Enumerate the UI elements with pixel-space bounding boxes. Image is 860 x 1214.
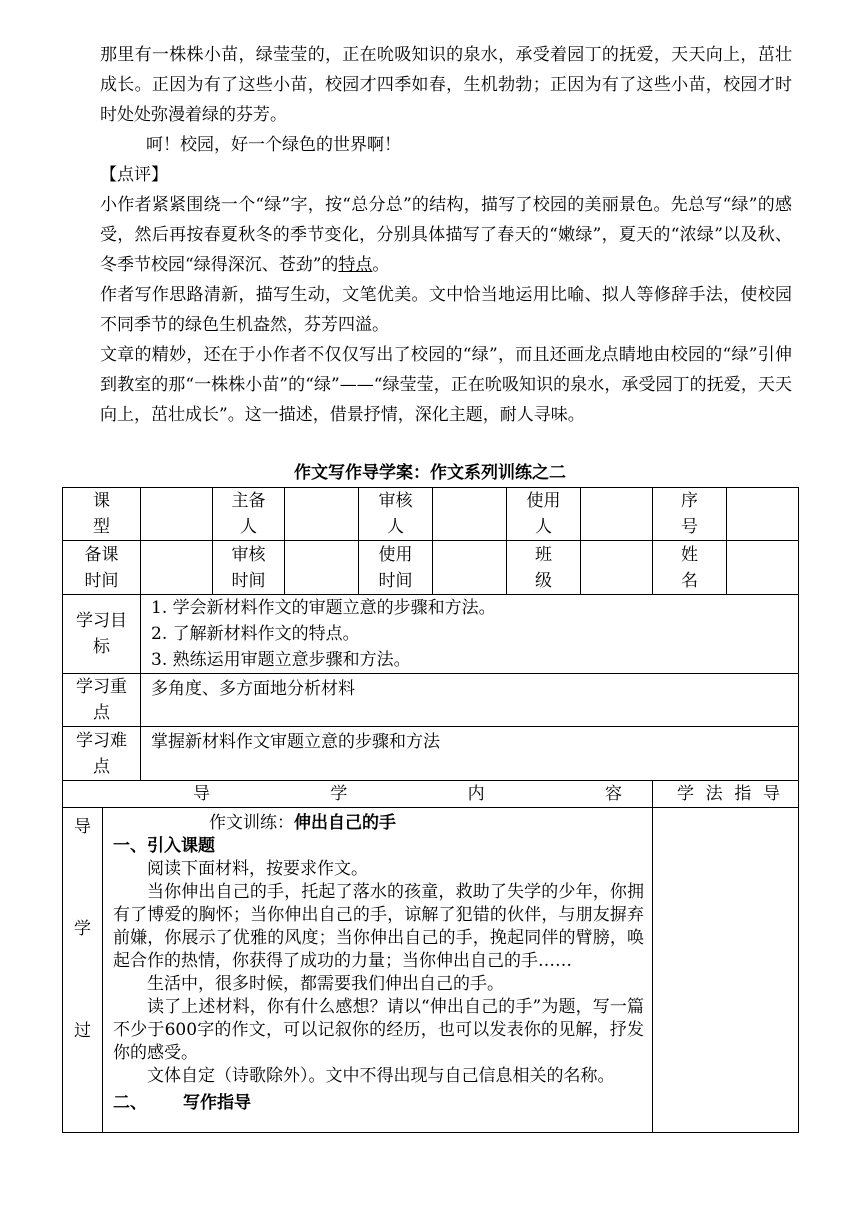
goal-item: 3. 熟练运用审题立意步骤和方法。 (151, 650, 411, 670)
comment-paragraph: 文章的精妙，还在于小作者不仅仅写出了校园的“绿”，而且还画龙点睛地由校园的“绿”引伸到教室的那“一株株小苗”的“绿”——“绿莹莹，正在吮吸知识的泉水，承受园丁的抚爱，天天向上，茁壮成长”。这一描述，借景抒情，深化主题，耐人寻味。 (100, 345, 792, 425)
body-paragraph: 文体自定（诗歌除外）。文中不得出现与自己信息相关的名称。 (147, 1066, 615, 1086)
section-header-row (63, 781, 799, 808)
header-cell: 使用 人 (507, 488, 581, 541)
underlined-text: 特点 (338, 255, 373, 275)
goal-item: 1. 学会新材料作文的审题立意的步骤和方法。 (151, 598, 496, 618)
study-guide-cell[interactable] (653, 808, 799, 1133)
input-cell[interactable] (727, 488, 799, 541)
header-row-1 (63, 488, 799, 541)
input-cell[interactable] (285, 541, 359, 595)
input-cell[interactable] (581, 541, 653, 595)
essay-paragraph: 呵！校园，好一个绿色的世界啊！ (146, 135, 401, 155)
key-label: 学习重 点 (63, 674, 141, 727)
comment-text: 小作者紧紧围绕一个“绿”字，按“总分总”的结构，描写了校园的美丽景色。先总写“绿”的感受，然后再按春夏秋冬的季节变化，分别具体描写了春天的“嫩绿”，夏天的“浓绿”以及秋、冬季节校园“绿得深沉、苍劲”的 (100, 195, 792, 275)
goals-label: 学习目 标 (63, 595, 141, 674)
page-title: 作文写作导学案：作文系列训练之二 (294, 463, 566, 483)
section-heading: 二、 写作指导 (113, 1093, 251, 1113)
comment-paragraph: 作者写作思路清新，描写生动，文笔优美。文中恰当地运用比喻、拟人等修辞手法，使校园不同季节的绿色生机盎然，芬芳四溢。 (100, 285, 792, 335)
goals-list (141, 595, 799, 674)
header-cell: 班 级 (507, 541, 581, 595)
input-cell[interactable] (141, 488, 213, 541)
input-cell[interactable] (433, 488, 507, 541)
header-cell: 课 型 (63, 488, 141, 541)
comment-text: 。 (372, 255, 390, 275)
input-cell[interactable] (581, 488, 653, 541)
body-paragraph: 读了上述材料，你有什么感想？请以“伸出自己的手”为题，写一篇不少于600字的作文，可以记叙你的经历，也可以发表你的见解，抒发你的感受。 (113, 997, 644, 1063)
header-cell: 姓 名 (653, 541, 727, 595)
goals-row (63, 595, 799, 674)
comment-heading: 【点评】 (100, 165, 168, 185)
section-heading: 一、引入课题 (113, 836, 215, 856)
comment-paragraph (100, 190, 792, 280)
difficulty-row (63, 727, 799, 781)
input-cell[interactable] (141, 541, 213, 595)
section-header-content: 导 学 内 容 (63, 781, 653, 808)
guided-content (103, 808, 653, 1133)
goal-item: 2. 了解新材料作文的特点。 (151, 624, 360, 644)
difficulty-text: 掌握新材料作文审题立意的步骤和方法 (141, 727, 799, 781)
input-cell[interactable] (433, 541, 507, 595)
header-row-2 (63, 541, 799, 595)
input-cell[interactable] (727, 541, 799, 595)
essay-paragraph: 那里有一株株小苗，绿莹莹的，正在吮吸知识的泉水，承受着园丁的抚爱，天天向上，茁壮成长。正因为有了这些小苗，校园才四季如春，生机勃勃；正因为有了这些小苗，校园才时时处处弥漫着绿的芬芳。 (100, 45, 792, 125)
body-paragraph: 当你伸出自己的手，托起了落水的孩童，救助了失学的少年，你拥有了博爱的胸怀；当你伸出自己的手，谅解了犯错的伙伴，与朋友摒弃前嫌，你展示了优雅的风度；当你伸出自己的手，挽起同伴的臂膀，唤起合作的热情，你获得了成功的力量；当你伸出自己的手…… (113, 882, 644, 971)
key-row (63, 674, 799, 727)
process-side-label: 导 学 过 (63, 808, 103, 1133)
header-cell: 使用 时间 (359, 541, 433, 595)
header-cell: 审核 人 (359, 488, 433, 541)
header-cell: 序 号 (653, 488, 727, 541)
header-cell: 审核 时间 (213, 541, 285, 595)
body-paragraph: 生活中，很多时候，都需要我们伸出自己的手。 (147, 974, 504, 994)
training-title: 作文训练：伸出自己的手 (209, 813, 396, 833)
body-paragraph: 阅读下面材料，按要求作文。 (147, 859, 368, 879)
input-cell[interactable] (285, 488, 359, 541)
header-cell: 备课 时间 (63, 541, 141, 595)
key-text: 多角度、多方面地分析材料 (141, 674, 799, 727)
worksheet-table (62, 487, 799, 1133)
guided-process-row (63, 808, 799, 1133)
difficulty-label: 学习难 点 (63, 727, 141, 781)
header-cell: 主备 人 (213, 488, 285, 541)
essay-continuation (100, 40, 792, 430)
section-header-guide: 学 法 指 导 (653, 781, 799, 808)
